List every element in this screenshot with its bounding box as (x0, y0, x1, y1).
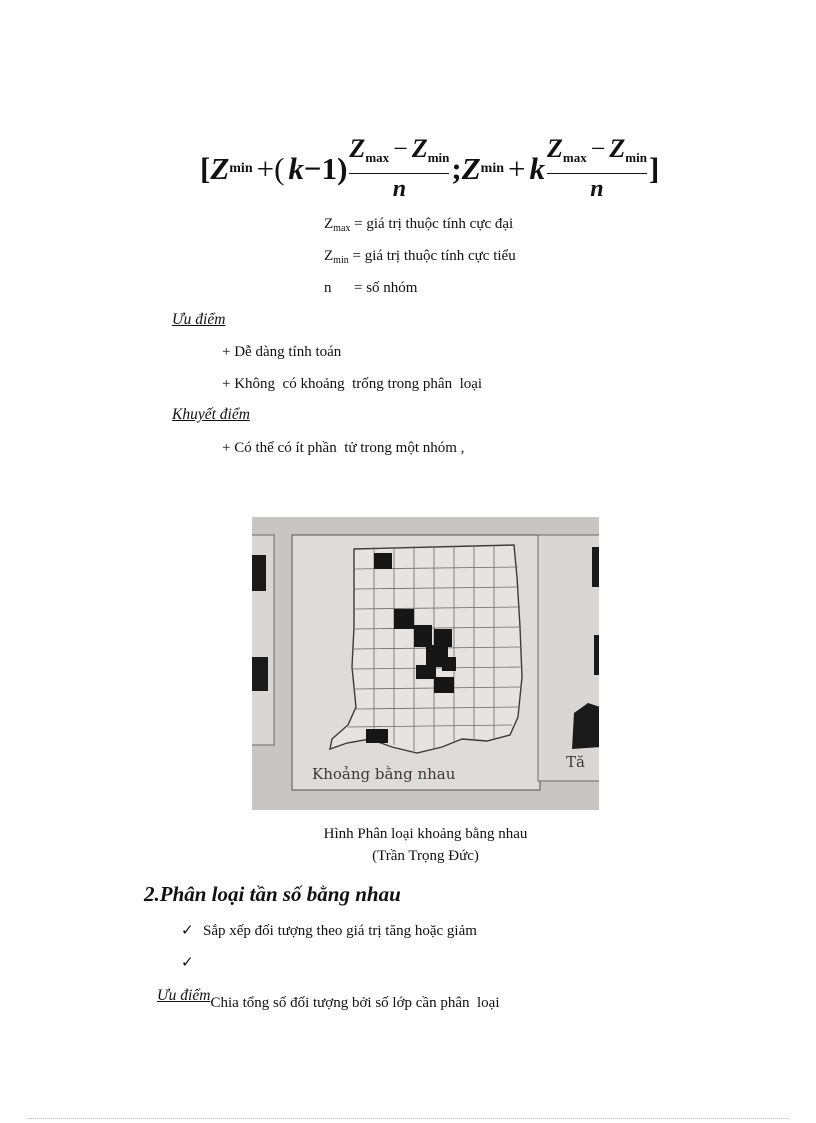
figure-source: (Trần Trọng Đức) (372, 848, 479, 864)
advantages-label-2: Ưu điểm (157, 987, 211, 1004)
checkmark-icon: ✓ (181, 955, 194, 971)
section-heading: 2.Phân loại tần số bằng nhau (144, 882, 401, 906)
advantage-item: + Không có khoảng trống trong phân loại (222, 376, 483, 392)
checklist-item: ✓ Chia tổng số đối tượng bởi số lớp cần phân loại (181, 955, 500, 1011)
fraction-2: $\frac{Z_{max} - Z_{min}}{n}$ (546, 133, 647, 203)
page-bottom-border (28, 1118, 788, 1119)
fraction-1: $\frac{Z_{max} - Z_{min}}{n}$ (349, 133, 450, 203)
definition-n: n = số nhóm (324, 280, 418, 296)
disadvantages-label: Khuyết điểm (172, 406, 250, 423)
right-panel-label: Tă (566, 753, 585, 771)
disadvantage-item: + Có thể có ít phần tử trong một nhóm , (222, 440, 465, 456)
advantage-item: + Dễ dàng tính toán (222, 344, 342, 360)
definition-zmax: $Z_{max}$ = giá trị thuộc tính cực đại (324, 216, 514, 234)
map-photo (252, 517, 599, 810)
checklist-item: ✓ Sắp xếp đối tượng theo giá trị tăng hoặc giảm (181, 923, 477, 939)
interval-formula: [ Z min +( k −1) $\frac{Z_{max} - Z_{min}}{n}$ ; Z min + k $\frac{Z_{max} - Z_{min}}{n}$ ] (200, 133, 660, 203)
equal-interval-map-figure (252, 517, 599, 810)
definition-zmin: $Z_{min}$ = giá trị thuộc tính cực tiểu (324, 248, 516, 266)
figure-caption: Hình Phân loại khoảng bằng nhau (323, 826, 528, 842)
advantages-label: Ưu điểm (172, 311, 226, 328)
map-label: Khoảng bằng nhau (312, 765, 456, 783)
checkmark-icon: ✓ (181, 923, 194, 939)
